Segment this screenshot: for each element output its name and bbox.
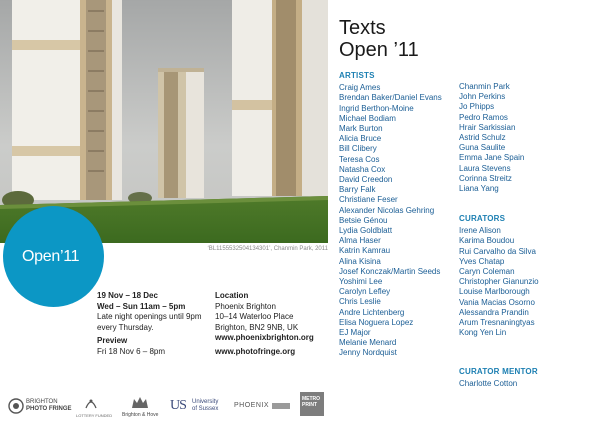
- preview-heading: Preview: [97, 336, 128, 345]
- artist-name: Barry Falk: [339, 185, 376, 195]
- artist-name: Jo Phipps: [459, 102, 495, 112]
- artist-name: Chanmin Park: [459, 82, 510, 91]
- artist-name: Melanie Menard: [339, 338, 397, 348]
- curator-name: Louise Marlborough: [459, 287, 530, 297]
- artist-name: Hrair Sarkissian: [459, 122, 516, 132]
- brighton-hove-text: Brighton & Hove: [122, 412, 159, 418]
- curators-heading: CURATORS: [459, 214, 506, 223]
- location-block: [215, 291, 333, 357]
- artist-name: Brendan Baker/Daniel Evans: [339, 93, 442, 103]
- curator-name: Arum Tresnaningtyas: [459, 318, 535, 328]
- phoenix-link[interactable]: www.phoenixbrighton.org: [215, 333, 314, 342]
- artist-name: Bill Clibery: [339, 144, 377, 154]
- sponsor-logos: [0, 392, 340, 424]
- artist-name: Liana Yang: [459, 184, 499, 194]
- curator-name: Yves Chatap: [459, 256, 505, 266]
- dates-block: [97, 291, 209, 357]
- artist-name: Mark Burton: [339, 124, 383, 134]
- artist-name: Alexander Nicolas Gehring: [339, 205, 435, 215]
- curator-name: Vania Macias Osorno: [459, 297, 535, 307]
- mentor-name: Charlotte Cotton: [459, 379, 518, 389]
- curators-list: [459, 214, 539, 338]
- phoenix-logo: [234, 402, 269, 409]
- curator-name: Caryn Coleman: [459, 267, 515, 277]
- artist-name: Ingrid Berthon-Moine: [339, 103, 414, 113]
- title-line-2: Open ’11: [339, 39, 419, 61]
- location-heading: Location: [215, 291, 249, 300]
- artist-name: Emma Jane Spain: [459, 153, 525, 163]
- page-title: [339, 17, 419, 61]
- curator-mentor: [459, 367, 538, 389]
- artist-name: Pedro Ramos: [459, 112, 508, 122]
- photofringe-link[interactable]: www.photofringe.org: [215, 346, 296, 356]
- artist-name: Jenny Nordquist: [339, 348, 397, 358]
- venue-name: Phoenix Brighton: [215, 301, 276, 311]
- artist-name: Carolyn Lefley: [339, 287, 391, 297]
- artist-name: Corinna Streitz: [459, 173, 512, 183]
- mentor-heading: CURATOR MENTOR: [459, 367, 538, 376]
- metro-print-logo: [300, 392, 324, 416]
- photo-caption: ‘BL1155532504134301’, Chanmin Park, 2011: [207, 246, 328, 252]
- artist-name: Katrin Kamrau: [339, 246, 391, 256]
- artist-name: Josef Konczak/Martin Seeds: [339, 266, 441, 276]
- artist-name: Andre Lichtenberg: [339, 307, 405, 317]
- artist-name: Laura Stevens: [459, 163, 511, 173]
- artist-name: Craig Ames: [339, 83, 381, 93]
- curator-name: Kong Yen Lin: [459, 328, 507, 338]
- artist-name: EJ Major: [339, 328, 371, 338]
- us-mark-icon: US: [170, 398, 186, 413]
- date-range: 19 Nov – 18 Dec: [97, 291, 158, 300]
- sussex-line-1: University: [192, 399, 219, 405]
- lottery-hand-icon: [84, 396, 98, 410]
- metro-line-2: PRINT: [302, 402, 317, 408]
- artist-name: Alma Haser: [339, 236, 381, 246]
- artists-column-1: [339, 71, 442, 359]
- crest-icon: [130, 395, 150, 409]
- curator-name: Rui Carvalho da Silva: [459, 246, 536, 256]
- opening-hours: Wed – Sun 11am – 5pm: [97, 301, 186, 311]
- fringe-mark-icon: [8, 398, 24, 414]
- artist-name: Teresa Cos: [339, 154, 380, 164]
- artist-name: David Creedon: [339, 175, 393, 185]
- curator-name: Alessandra Prandin: [459, 307, 529, 317]
- artist-name: Yoshimi Lee: [339, 277, 383, 287]
- curator-name: Karima Boudou: [459, 236, 515, 246]
- artist-name: Michael Bodiam: [339, 113, 396, 123]
- phoenix-bar-icon: [272, 403, 290, 409]
- artist-name: Christiane Feser: [339, 195, 398, 205]
- artist-name: Alina Kisina: [339, 256, 381, 266]
- lottery-logo-text: LOTTERY FUNDED: [76, 413, 113, 418]
- open11-badge-label: Open’11: [22, 248, 80, 265]
- artist-name: Guna Saulite: [459, 143, 506, 153]
- artists-column-2: [459, 82, 524, 194]
- preview-date: Fri 18 Nov 6 – 8pm: [97, 346, 166, 356]
- artist-name: Alicia Bruce: [339, 134, 382, 144]
- late-openings: Late night openings until 9pm every Thursday.: [97, 312, 202, 332]
- artist-name: John Perkins: [459, 92, 506, 102]
- venue-address: 10–14 Waterloo Place: [215, 312, 294, 321]
- artists-heading: ARTISTS: [339, 71, 375, 80]
- artist-name: Elisa Noguera Lopez: [339, 317, 414, 327]
- fringe-logo-line-1: BRIGHTON: [26, 399, 58, 405]
- artist-name: Astrid Schulz: [459, 133, 506, 143]
- venue-city: Brighton, BN2 9NB, UK: [215, 322, 299, 332]
- artist-name: Lydia Goldblatt: [339, 226, 393, 236]
- artist-name: Natasha Cox: [339, 164, 386, 174]
- artist-name: Chris Leslie: [339, 297, 381, 307]
- metro-line-1: METRO: [302, 396, 321, 402]
- fringe-logo-line-2: PHOTO FRINGE: [26, 406, 72, 412]
- title-line-1: Texts: [339, 17, 386, 39]
- curator-name: Irene Alison: [459, 226, 501, 236]
- phoenix-text: PHOENIX: [234, 402, 270, 409]
- artist-name: Betsie Génou: [339, 215, 388, 225]
- sussex-line-2: of Sussex: [192, 406, 219, 412]
- curator-name: Christopher Gianunzio: [459, 277, 539, 287]
